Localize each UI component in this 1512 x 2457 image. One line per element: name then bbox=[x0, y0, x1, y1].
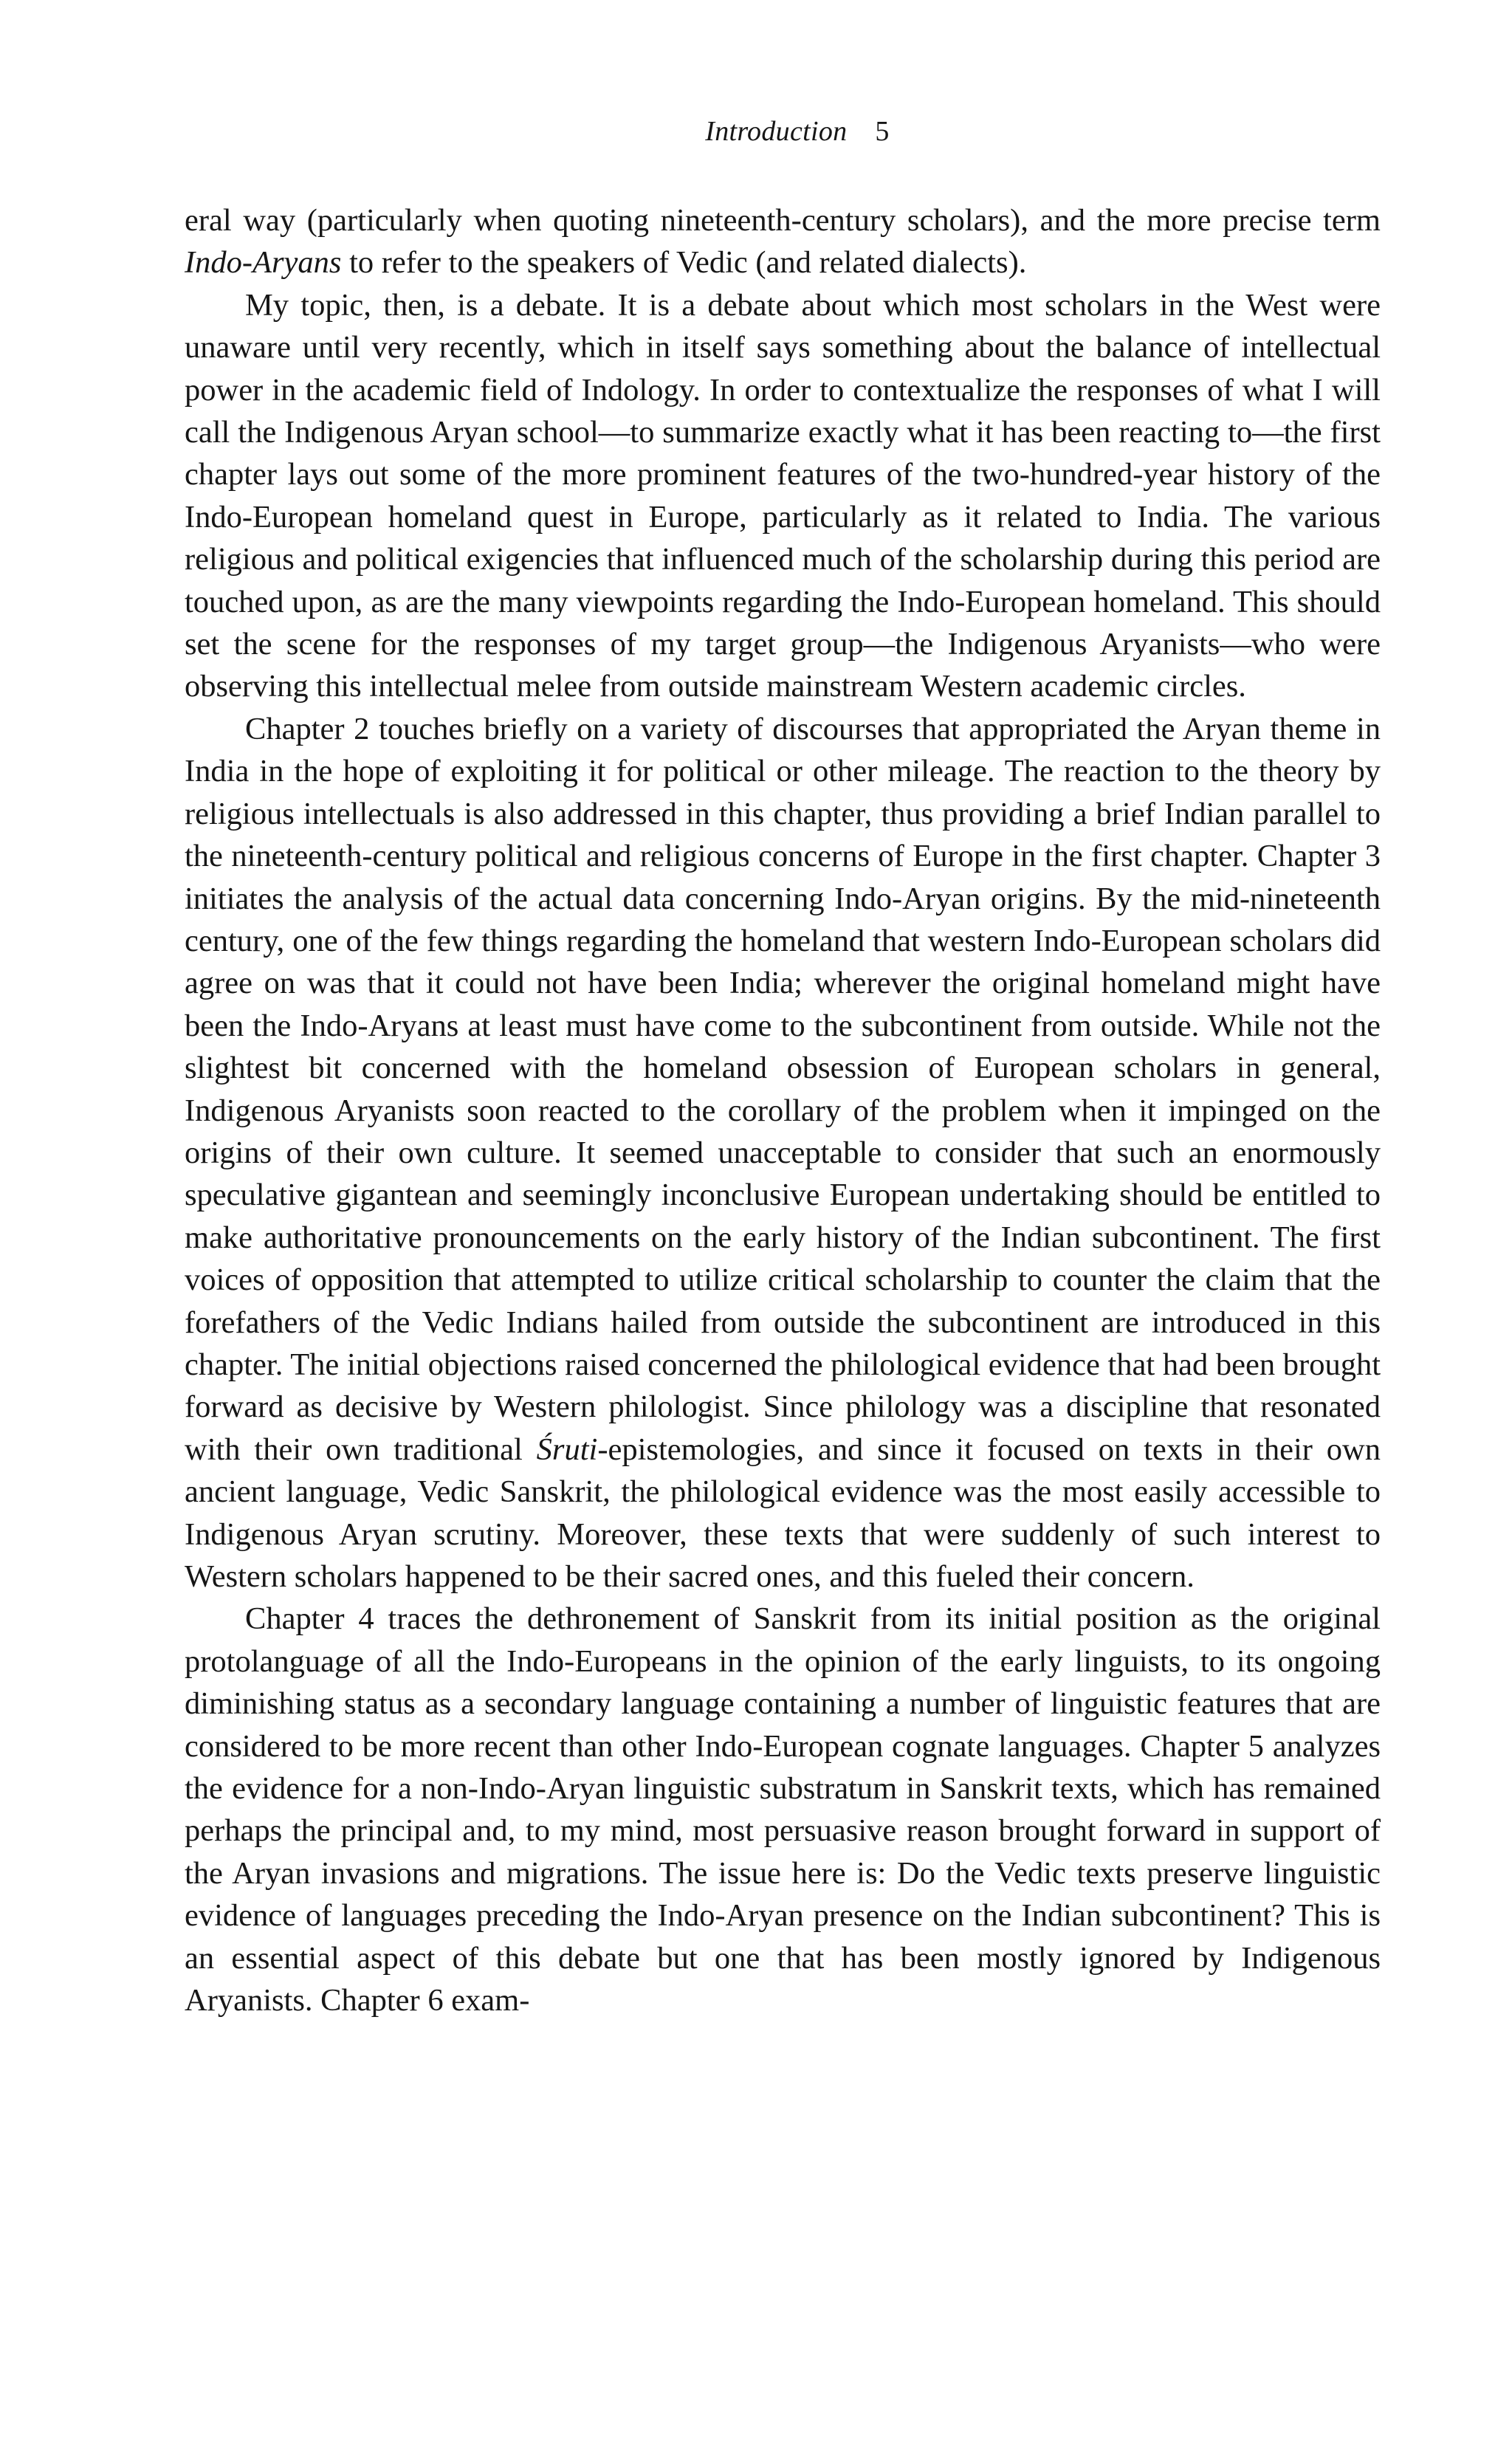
paragraph bbox=[185, 199, 1381, 284]
text-run: My topic, then, is a debate. It is a debate about which most scholars in the West were unaware until very recently, which in itself says something about the balance of intellectual power in the academic field of Indology. In order to contextualize the responses of what I will call the Indigenous Aryan school—to summarize exactly what it has been reacting to—the first chapter lays out some of the more prominent features of the two-hundred-year history of the Indo-European homeland quest in Europe, particularly as it related to India. The various religious and political exigencies that influenced much of the scholarship during this period are touched upon, as are the many viewpoints regarding the Indo-European homeland. This should set the scene for the responses of my target group—the Indigenous Aryanists—who were observing this intellectual melee from outside mainstream Western academic circles. bbox=[185, 287, 1381, 704]
running-head-title: Introduction bbox=[705, 116, 848, 147]
paragraph bbox=[185, 284, 1381, 708]
italic-term: Indo-Aryans bbox=[185, 245, 342, 281]
body-text bbox=[185, 199, 1381, 2021]
text-run: Chapter 2 touches briefly on a variety of discourses that appropriated the Aryan theme in India in the hope of exploiting it for political or other mileage. The reaction to the theory by religious intellectuals is also addressed in this chapter, thus providing a brief Indian parallel to the nineteenth-century political and religious concerns of Europe in the first chapter. Chapter 3 initiates the analysis of the actual data concerning Indo-Aryan origins. By the mid-nineteenth century, one of the few things regarding the homeland that western Indo-European scholars did agree on was that it could not have been India; wherever the original homeland might have been the Indo-Aryans at least must have come to the subcontinent from outside. While not the slightest bit concerned with the homeland obsession of European scholars in general, Indigenous Aryanists soon reacted to the corollary of the problem when it impinged on the origins of their own culture. It seemed unacceptable to consider that such an enormously speculative gigantean and seemingly inconclusive European undertaking should be entitled to make authoritative pronouncements on the early history of the Indian subcontinent. The first voices of opposition that attempted to utilize critical scholarship to counter the claim that the forefathers of the Vedic Indians hailed from outside the subcontinent are introduced in this chapter. The initial objections raised concerned the philological evidence that had been brought forward as decisive by Western philologist. Since philology was a discipline that resonated with their own traditional bbox=[185, 711, 1381, 1467]
text-run: Chapter 4 traces the dethronement of Sanskrit from its initial position as the original protolanguage of all the Indo-Europeans in the opinion of the early linguists, to its ongoing diminishing status as a secondary language containing a number of linguistic features that are considered to be more recent than other Indo-European cognate languages. Chapter 5 analyzes the evidence for a non-Indo-Aryan linguistic substratum in Sanskrit texts, which has remained perhaps the principal and, to my mind, most persuasive reason brought forward in support of the Aryan invasions and migrations. The issue here is: Do the Vedic texts preserve linguistic evidence of languages preceding the Indo-Aryan presence on the Indian subcontinent? This is an essential aspect of this debate but one that has been mostly ignored by Indigenous Aryanists. Chapter 6 exam- bbox=[185, 1601, 1381, 2018]
text-run: eral way (particularly when quoting nineteenth-century scholars), and the more precise term bbox=[185, 203, 1381, 238]
paragraph bbox=[185, 1598, 1381, 2021]
italic-term: Śruti bbox=[536, 1432, 598, 1467]
paragraph bbox=[185, 708, 1381, 1598]
text-run: to refer to the speakers of Vedic (and related dialects). bbox=[341, 245, 1027, 281]
running-head bbox=[214, 111, 1381, 152]
text-run: -epistemologies, and since it focused on texts in their own ancient language, Vedic Sanskrit, the philological evidence was the most easily accessible to Indigenous Aryan scrutiny. Moreover, these texts that were suddenly of such interest to Western scholars happened to be their sacred ones, and this fueled their concern. bbox=[185, 1432, 1381, 1594]
book-page bbox=[185, 111, 1381, 2021]
page-number: 5 bbox=[875, 116, 890, 147]
